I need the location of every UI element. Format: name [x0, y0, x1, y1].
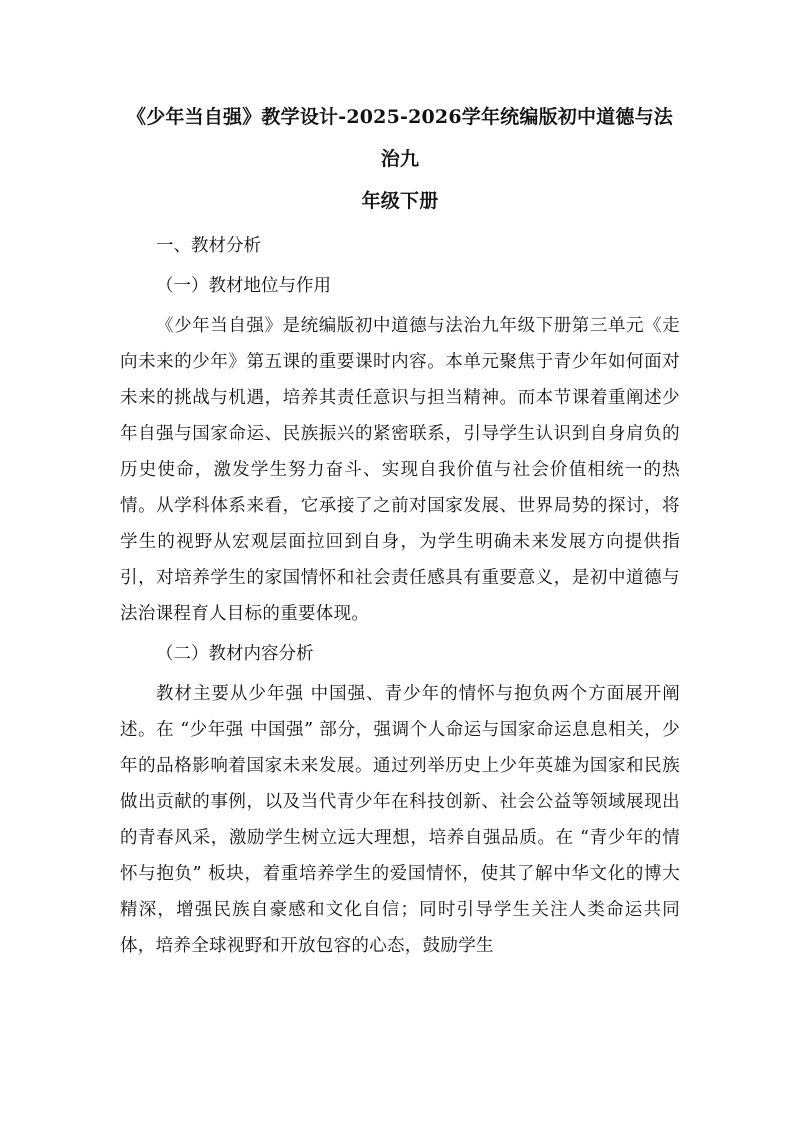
title-line-2: 年级下册	[361, 190, 439, 212]
subsection-heading-content-analysis: （二）教材内容分析	[156, 644, 314, 664]
title-line-1: 《少年当自强》教学设计-2025-2026学年统编版初中道德与法治九	[127, 106, 673, 170]
paragraph-status-and-role: 《少年当自强》是统编版初中道德与法治九年级下册第三单元《走向未来的少年》第五课的重要课时内容。本单元聚焦于青少年如何面对未来的挑战与机遇，培养其责任意识与担当精神。而本节课着重阐述少年自强与国家命运、民族振兴的紧密联系，引导学生认识到自身肩负的历史使命，激发学生努力奋斗、实现自我价值与社会价值相统一的热情。从学科体系来看，它承接了之前对国家发展、世界局势的探讨，将学生的视野从宏观层面拉回到自身，为学生明确未来发展方向提供指引，对培养学生的家国情怀和社会责任感具有重要意义，是初中道德与法治课程育人目标的重要体现。	[120, 316, 680, 624]
document-page	[120, 96, 680, 964]
section-heading-textbook-analysis: 一、教材分析	[156, 236, 261, 256]
subsection-heading-status-and-role: （一）教材地位与作用	[156, 276, 331, 296]
paragraph-content-analysis: 教材主要从少年强 中国强、青少年的情怀与抱负两个方面展开阐述。在 “少年强 中国强” 部分，强调个人命运与国家命运息息相关，少年的品格影响着国家未来发展。通过列举历史上少年英雄为国家和民族做出贡献的事例，以及当代青少年在科技创新、社会公益等领域展现出的青春风采，激励学生树立远大理想，培养自强品质。在 “青少年的情怀与抱负” 板块，着重培养学生的爱国情怀，使其了解中华文化的博大精深，增强民族自豪感和文化自信；同时引导学生关注人类命运共同体，培养全球视野和开放包容的心态，鼓励学生	[120, 684, 680, 956]
document-title	[120, 96, 680, 222]
